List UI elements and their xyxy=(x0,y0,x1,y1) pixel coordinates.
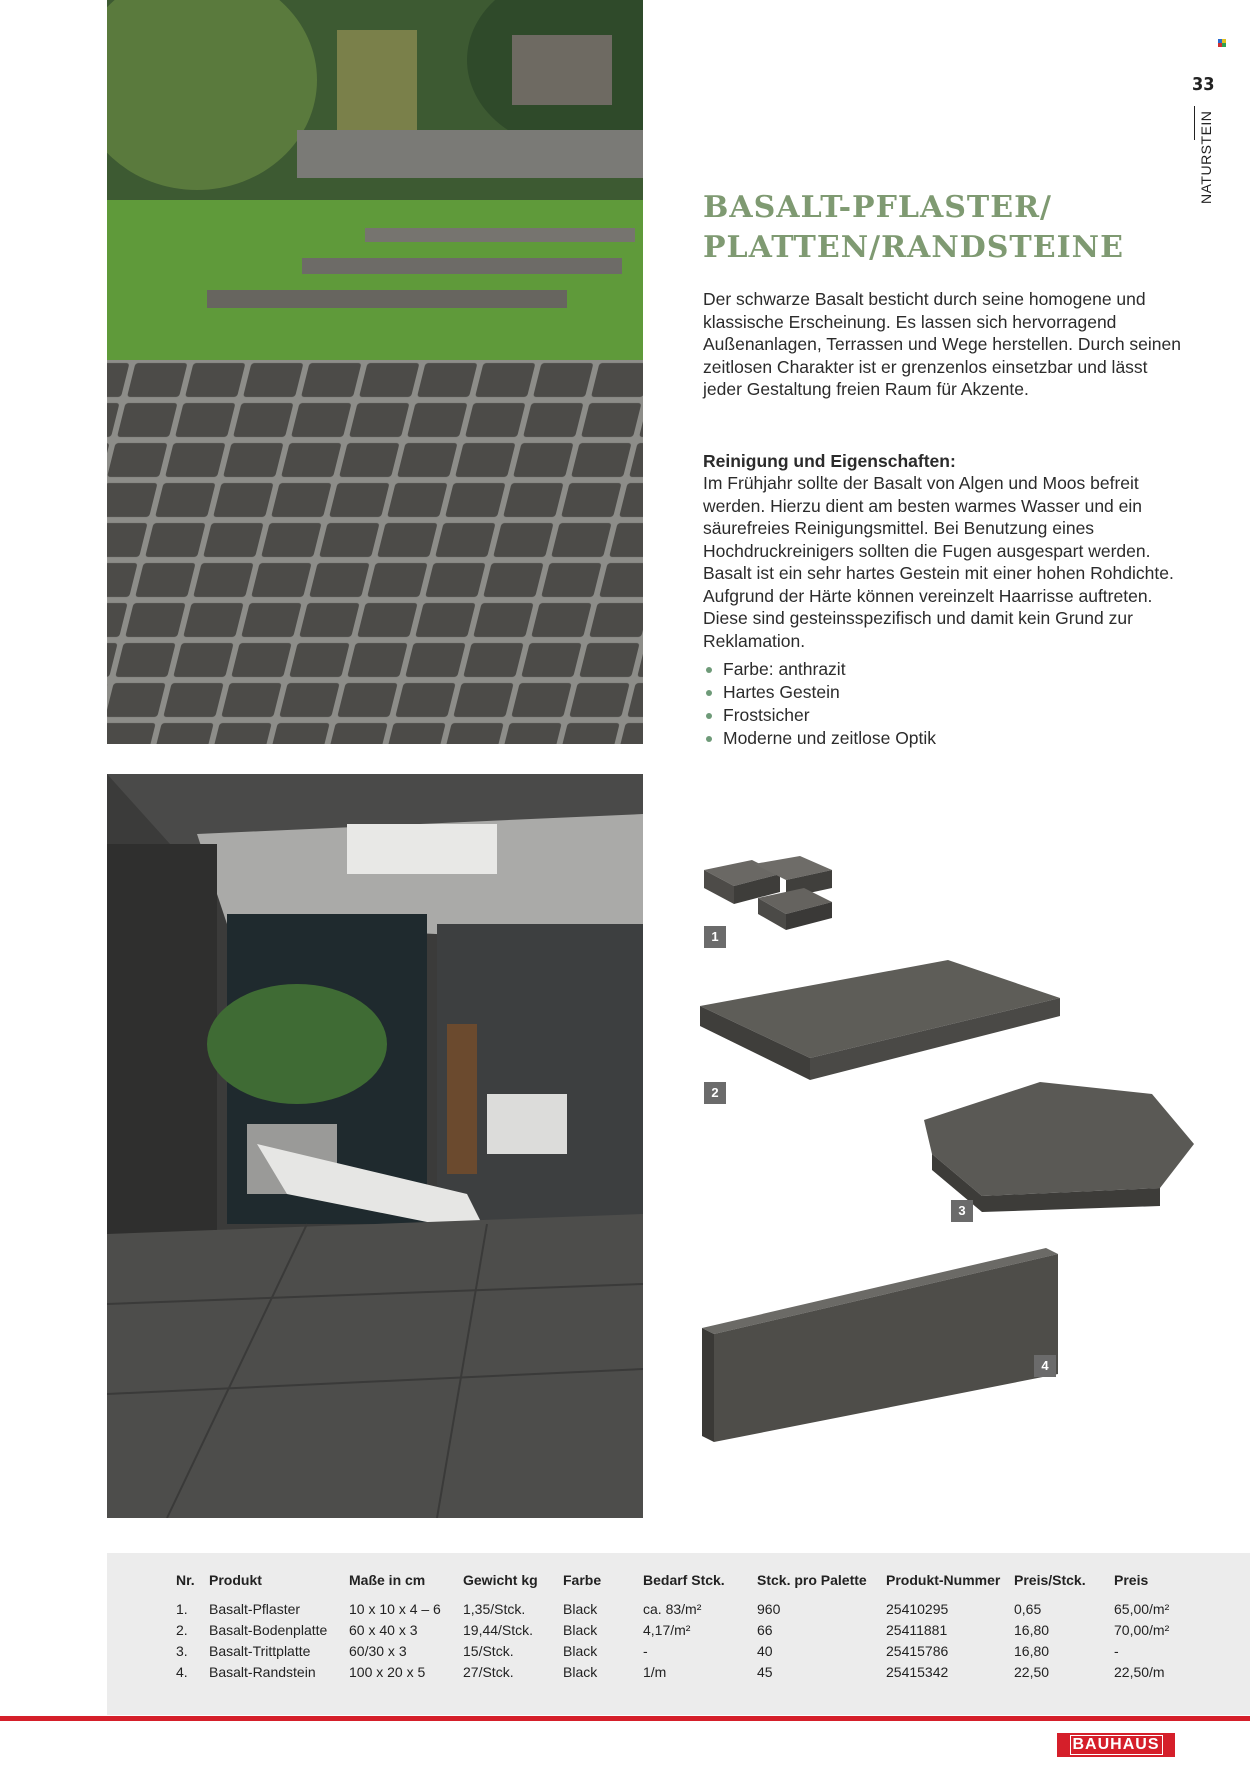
spec-table xyxy=(176,1572,1194,1682)
feature-item: Frostsicher xyxy=(703,704,936,727)
table-header-row xyxy=(176,1572,1194,1598)
product-image-curb-stone xyxy=(700,1246,1065,1446)
table-cell: Basalt-Randstein xyxy=(209,1663,316,1680)
table-cell: Black xyxy=(563,1600,598,1617)
table-cell: 22,50/m xyxy=(1114,1663,1165,1680)
column-header: Maße in cm xyxy=(349,1572,426,1588)
table-cell: 1. xyxy=(176,1600,188,1617)
table-cell: 4. xyxy=(176,1663,188,1680)
column-header: Bedarf Stck. xyxy=(643,1572,725,1588)
terrace-basalt-photo xyxy=(107,774,643,1518)
feature-list xyxy=(703,658,936,750)
product-badge: 2 xyxy=(704,1082,726,1104)
product-image-slab xyxy=(698,958,1063,1088)
table-cell: 15/Stck. xyxy=(463,1642,514,1659)
table-cell: 70,00/m² xyxy=(1114,1621,1170,1638)
table-cell: 1/m xyxy=(643,1663,667,1680)
logo-text: BAUHAUS xyxy=(1070,1735,1163,1755)
table-row xyxy=(176,1640,1194,1661)
section-divider xyxy=(1194,106,1195,140)
table-cell: 19,44/Stck. xyxy=(463,1621,534,1638)
table-cell: 22,50 xyxy=(1014,1663,1050,1680)
feature-item: Hartes Gestein xyxy=(703,681,936,704)
product-image-pavers xyxy=(700,852,840,932)
feature-item: Farbe: anthrazit xyxy=(703,658,936,681)
table-row xyxy=(176,1619,1194,1640)
column-header: Nr. xyxy=(176,1572,195,1588)
column-header: Preis/Stck. xyxy=(1014,1572,1086,1588)
table-cell: ca. 83/m² xyxy=(643,1600,702,1617)
column-header: Gewicht kg xyxy=(463,1572,538,1588)
page-number: 33 xyxy=(1192,74,1215,95)
table-cell: - xyxy=(643,1642,648,1659)
product-image-stepping-stone xyxy=(922,1078,1197,1213)
table-cell: Basalt-Pflaster xyxy=(209,1600,301,1617)
table-cell: 65,00/m² xyxy=(1114,1600,1170,1617)
section-label: NATURSTEIN xyxy=(1198,110,1214,204)
table-row xyxy=(176,1598,1194,1619)
table-cell: 60/30 x 3 xyxy=(349,1642,407,1659)
table-cell: 25411881 xyxy=(886,1621,948,1638)
table-cell: 1,35/Stck. xyxy=(463,1600,526,1617)
column-header: Produkt xyxy=(209,1572,262,1588)
table-cell: 66 xyxy=(757,1621,773,1638)
table-cell: 3. xyxy=(176,1642,188,1659)
table-cell: 4,17/m² xyxy=(643,1621,691,1638)
table-cell: 27/Stck. xyxy=(463,1663,514,1680)
table-cell: 40 xyxy=(757,1642,773,1659)
table-cell: - xyxy=(1114,1642,1119,1659)
intro-paragraph: Der schwarze Basalt besticht durch seine homogene und klassische Erscheinung. Es lassen sich hervorragend Außenanlagen, Terrassen und Wege herstellen. Durch seinen zeitlosen Charakter ist er grenzenlos einsetzbar und lässt jeder Gestaltung freien Raum für Akzente. xyxy=(703,289,1181,399)
table-cell: Black xyxy=(563,1663,598,1680)
table-cell: 16,80 xyxy=(1014,1642,1050,1659)
bauhaus-logo xyxy=(1057,1733,1175,1757)
table-cell: 2. xyxy=(176,1621,188,1638)
table-cell: 60 x 40 x 3 xyxy=(349,1621,418,1638)
cleaning-heading: Reinigung und Eigenschaften: xyxy=(703,451,956,471)
table-cell: 0,65 xyxy=(1014,1600,1042,1617)
garden-basalt-photo xyxy=(107,0,643,744)
page-title-line-1: BASALT-PFLASTER/ xyxy=(703,190,1053,225)
cleaning-paragraph: Im Frühjahr sollte der Basalt von Algen und Moos befreit werden. Hierzu dient am besten warmes Wasser und ein säurefreies Reinigungsmittel. Bei Benutzung eines Hochdruckreinigers sollten die Fugen ausgespart werden. Basalt ist ein sehr hartes Gestein mit einer hohen Rohdichte. Aufgrund der Härte können vereinzelt Haarrisse auftreten. Diese sind gesteinsspezifisch und damit kein Grund zur Reklamation. xyxy=(703,473,1174,651)
column-header: Produkt-Nummer xyxy=(886,1572,1001,1588)
table-cell: Basalt-Bodenplatte xyxy=(209,1621,328,1638)
table-cell: 10 x 10 x 4 – 6 xyxy=(349,1600,441,1617)
product-badge: 3 xyxy=(951,1200,973,1222)
table-cell: 25415342 xyxy=(886,1663,949,1680)
footer-divider xyxy=(0,1716,1250,1721)
table-cell: 100 x 20 x 5 xyxy=(349,1663,426,1680)
table-row xyxy=(176,1661,1194,1682)
table-cell: Black xyxy=(563,1642,598,1659)
table-cell: Basalt-Trittplatte xyxy=(209,1642,311,1659)
table-cell: 45 xyxy=(757,1663,773,1680)
column-header: Farbe xyxy=(563,1572,602,1588)
table-cell: 25410295 xyxy=(886,1600,949,1617)
column-header: Stck. pro Palette xyxy=(757,1572,867,1588)
product-badge: 4 xyxy=(1034,1355,1056,1377)
column-header: Preis xyxy=(1114,1572,1149,1588)
feature-item: Moderne und zeitlose Optik xyxy=(703,727,936,750)
table-cell: 25415786 xyxy=(886,1642,949,1659)
page-title-line-2: PLATTEN/RANDSTEINE xyxy=(703,230,1124,265)
table-cell: 16,80 xyxy=(1014,1621,1050,1638)
color-mark-icon xyxy=(1218,34,1227,42)
table-cell: 960 xyxy=(757,1600,781,1617)
product-badge: 1 xyxy=(704,926,726,948)
table-cell: Black xyxy=(563,1621,598,1638)
